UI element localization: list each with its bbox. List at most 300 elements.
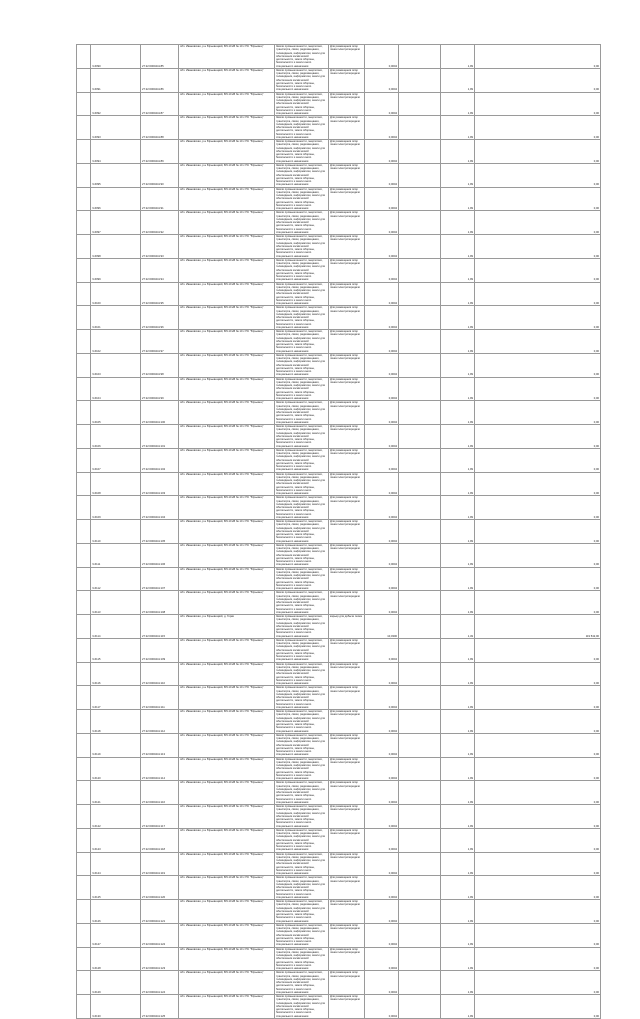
cell-area: 0,0004: [365, 947, 399, 971]
cell-value-1: [399, 472, 441, 496]
cell-empty: [77, 828, 91, 852]
cell-land-category: Земли промышленности, энергетики, транспорта, связи, радиовещания, телевидения, информатики, земли для обеспечения космической деятельности, земли обороны, безопасности и земли иного специального назначения: [275, 353, 329, 377]
cell-address: обл. Ивановская, р-н Юрьевецкий, ВЛ-10 кВ № 10 с ПС "Юрьевец": [179, 567, 275, 591]
cell-land-category: Земли промышленности, энергетики, транспорта, связи, радиовещания, телевидения, информатики, земли для обеспечения космической деятельности, земли обороны, безопасности и земли иного специального назначения: [275, 92, 329, 116]
cell-area: 0,0004: [365, 401, 399, 425]
cell-value-2: 1,99: [441, 258, 475, 282]
cell-area: 0,0004: [365, 971, 399, 995]
cell-permitted-use: Для размещения опор линии электропередачи: [329, 187, 365, 211]
table-row: [77, 448, 601, 472]
cell-value-1: [399, 995, 441, 1019]
cell-number: Ч-6095: [91, 163, 141, 187]
cell-value-1: [399, 900, 441, 924]
cell-value-2: 1,99: [441, 211, 475, 235]
cell-number: Ч-6102: [91, 330, 141, 354]
cell-value-1: [399, 448, 441, 472]
cell-address: обл. Ивановская, р-н Юрьевецкий, ВЛ-10 кВ № 10 с ПС "Юрьевец": [179, 638, 275, 662]
table-row: [77, 781, 601, 805]
cell-value-2: 1,99: [441, 852, 475, 876]
cell-area: 0,0004: [365, 377, 399, 401]
cell-value-1: [399, 971, 441, 995]
cell-cadastral-number: 27:22:0000441:96: [141, 306, 179, 330]
cell-value-2: 1,99: [441, 520, 475, 544]
cell-value-3: 0,00: [475, 781, 601, 805]
cell-number: Ч-6108: [91, 472, 141, 496]
cell-address: обл. Ивановская, р-н Юрьевецкий, ВЛ-10 кВ № 10 с ПС "Юрьевец": [179, 116, 275, 140]
cell-value-3: 0,00: [475, 45, 601, 69]
cell-permitted-use: Для размещения опор линии электропередачи: [329, 472, 365, 496]
cell-value-1: [399, 282, 441, 306]
table-row: [77, 520, 601, 544]
cell-number: Ч-6123: [91, 828, 141, 852]
cell-value-3: 0,00: [475, 92, 601, 116]
cell-land-category: Земли промышленности, энергетики, транспорта, связи, радиовещания, телевидения, информатики, земли для обеспечения космической деятельности, земли обороны, безопасности и земли иного специального назначения: [275, 543, 329, 567]
cell-permitted-use: Для размещения опор линии электропередачи: [329, 401, 365, 425]
cell-value-1: [399, 543, 441, 567]
cell-area: 0,0004: [365, 757, 399, 781]
cell-cadastral-number: 27:22:0000441:101: [141, 425, 179, 449]
cell-value-3: 0,00: [475, 282, 601, 306]
cell-permitted-use: Для размещения опор линии электропередачи: [329, 140, 365, 164]
table-row: [77, 425, 601, 449]
cell-number: Ч-6120: [91, 757, 141, 781]
cell-permitted-use: Для размещения опор линии электропередачи: [329, 710, 365, 734]
cell-value-3: 0,00: [475, 995, 601, 1019]
cell-address: обл. Ивановская, р-н Юрьевецкий, ВЛ-10 кВ № 10 с ПС "Юрьевец": [179, 211, 275, 235]
cell-cadastral-number: 27:22:0000441:92: [141, 211, 179, 235]
cell-value-3: 119 542,00: [475, 615, 601, 639]
cell-value-2: 1,99: [441, 828, 475, 852]
cell-area: 0,0004: [365, 781, 399, 805]
cell-number: Ч-6121: [91, 781, 141, 805]
cell-permitted-use: Для размещения опор линии электропередачи: [329, 211, 365, 235]
cell-value-3: 0,00: [475, 140, 601, 164]
cell-land-category: Земли промышленности, энергетики, транспорта, связи, радиовещания, телевидения, информатики, земли для обеспечения космической деятельности, земли обороны, безопасности и земли иного специального назначения: [275, 900, 329, 924]
cell-permitted-use: Для размещения опор линии электропередачи: [329, 520, 365, 544]
cell-land-category: Земли промышленности, энергетики, транспорта, связи, радиовещания, телевидения, информатики, земли для обеспечения космической деятельности, земли обороны, безопасности и земли иного специального назначения: [275, 733, 329, 757]
table-row: [77, 258, 601, 282]
table-row: [77, 900, 601, 924]
cell-empty: [77, 140, 91, 164]
cell-empty: [77, 591, 91, 615]
cell-value-1: [399, 757, 441, 781]
cell-number: Ч-6112: [91, 567, 141, 591]
cell-value-1: [399, 805, 441, 829]
cell-number: Ч-6111: [91, 543, 141, 567]
cell-value-3: 0,00: [475, 971, 601, 995]
cell-land-category: Земли промышленности, энергетики, транспорта, связи, радиовещания, телевидения, информатики, земли для обеспечения космической деятельности, земли обороны, безопасности и земли иного специального назначения: [275, 971, 329, 995]
cell-cadastral-number: 27:22:0000441:87: [141, 92, 179, 116]
cell-land-category: Земли промышленности, энергетики, транспорта, связи, радиовещания, телевидения, информатики, земли для обеспечения космической деятельности, земли обороны, безопасности и земли иного специального назначения: [275, 330, 329, 354]
cell-value-3: 0,00: [475, 353, 601, 377]
cell-permitted-use: Для размещения опор линии электропередачи: [329, 282, 365, 306]
cell-empty: [77, 282, 91, 306]
cell-number: Ч-6099: [91, 258, 141, 282]
table-row: [77, 615, 601, 639]
cell-value-3: 0,00: [475, 757, 601, 781]
cell-land-category: Земли промышленности, энергетики, транспорта, связи, радиовещания, телевидения, информатики, земли для обеспечения космической деятельности, земли обороны, безопасности и земли иного специального назначения: [275, 567, 329, 591]
cell-permitted-use: Для размещения опор линии электропередачи: [329, 638, 365, 662]
cell-permitted-use: Для размещения опор линии электропередачи: [329, 92, 365, 116]
cell-value-2: 1,99: [441, 163, 475, 187]
cell-value-1: [399, 401, 441, 425]
cell-value-3: 0,00: [475, 591, 601, 615]
cell-cadastral-number: 27:22:0000441:94: [141, 258, 179, 282]
cell-cadastral-number: 27:22:0000441:123: [141, 947, 179, 971]
cell-area: 0,0004: [365, 330, 399, 354]
cell-land-category: Земли промышленности, энергетики, транспорта, связи, радиовещания, телевидения, информатики, земли для обеспечения космической деятельности, земли обороны, безопасности и земли иного специального назначения: [275, 377, 329, 401]
cell-value-1: [399, 425, 441, 449]
cell-land-category: Земли промышленности, энергетики, транспорта, связи, радиовещания, телевидения, информатики, земли для обеспечения космической деятельности, земли обороны, безопасности и земли иного специального назначения: [275, 520, 329, 544]
cell-address: обл. Ивановская, р-н Юрьевецкий, ВЛ-10 кВ № 10 с ПС "Юрьевец": [179, 306, 275, 330]
cell-value-1: [399, 852, 441, 876]
cell-land-category: Земли промышленности, энергетики, транспорта, связи, радиовещания, телевидения, информатики, земли для обеспечения космической деятельности, земли обороны, безопасности и земли иного специального назначения: [275, 496, 329, 520]
cell-number: Ч-6117: [91, 686, 141, 710]
cell-empty: [77, 92, 91, 116]
cell-value-3: 0,00: [475, 710, 601, 734]
cell-area: 0,0004: [365, 211, 399, 235]
table-row: [77, 211, 601, 235]
cell-value-2: 1,99: [441, 401, 475, 425]
table-body: [77, 45, 601, 1019]
cell-permitted-use: Для размещения опор линии электропередачи: [329, 377, 365, 401]
cell-value-2: 1,99: [441, 757, 475, 781]
cell-value-3: 0,00: [475, 900, 601, 924]
cell-cadastral-number: 27:22:0000441:111: [141, 686, 179, 710]
cell-address: обл. Ивановская, р-н Юрьевецкий, ВЛ-10 кВ № 10 с ПС "Юрьевец": [179, 710, 275, 734]
cell-empty: [77, 567, 91, 591]
cell-empty: [77, 543, 91, 567]
cell-area: 0,0004: [365, 282, 399, 306]
cell-value-2: 1,99: [441, 567, 475, 591]
cell-value-1: [399, 638, 441, 662]
cell-value-3: 0,00: [475, 187, 601, 211]
cell-cadastral-number: 27:22:0000441:114: [141, 757, 179, 781]
cell-empty: [77, 923, 91, 947]
cell-address: обл. Ивановская, р-н Юрьевецкий, ВЛ-10 кВ № 10 с ПС "Юрьевец": [179, 92, 275, 116]
cell-permitted-use: Для размещения опор линии электропередачи: [329, 805, 365, 829]
cell-value-2: 1,99: [441, 496, 475, 520]
cell-value-3: 0,00: [475, 852, 601, 876]
cell-area: 0,0004: [365, 876, 399, 900]
cell-cadastral-number: 27:22:0000441:116: [141, 781, 179, 805]
cell-empty: [77, 995, 91, 1019]
cell-land-category: Земли промышленности, энергетики, транспорта, связи, радиовещания, телевидения, информатики, земли для обеспечения космической деятельности, земли обороны, безопасности и земли иного специального назначения: [275, 781, 329, 805]
cell-cadastral-number: 27:22:0000441:95: [141, 282, 179, 306]
cell-area: 10,0300: [365, 615, 399, 639]
cell-address: обл. Ивановская, р-н Юрьевецкий, ВЛ-10 кВ № 10 с ПС "Юрьевец": [179, 353, 275, 377]
cell-value-1: [399, 377, 441, 401]
cell-land-category: Земли промышленности, энергетики, транспорта, связи, радиовещания, телевидения, информатики, земли для обеспечения космической деятельности, земли обороны, безопасности и земли иного специального назначения: [275, 306, 329, 330]
cell-value-2: 1,99: [441, 140, 475, 164]
cell-address: обл. Ивановская, р-н Юрьевецкий, ВЛ-10 кВ № 10 с ПС "Юрьевец": [179, 425, 275, 449]
cell-area: 0,0004: [365, 448, 399, 472]
cell-address: обл. Ивановская, р-н Юрьевецкий, ВЛ-10 кВ № 10 с ПС "Юрьевец": [179, 187, 275, 211]
cell-empty: [77, 900, 91, 924]
table-row: [77, 876, 601, 900]
cell-permitted-use: Для размещения опор линии электропередачи: [329, 686, 365, 710]
cell-cadastral-number: 27:22:0000441:112: [141, 710, 179, 734]
cell-area: 0,0004: [365, 733, 399, 757]
cell-land-category: Земли промышленности, энергетики, транспорта, связи, радиовещания, телевидения, информатики, земли для обеспечения космической деятельности, земли обороны, безопасности и земли иного специального назначения: [275, 638, 329, 662]
cell-value-3: 0,00: [475, 876, 601, 900]
cell-number: Ч-6110: [91, 520, 141, 544]
cell-value-2: 1,99: [441, 306, 475, 330]
cell-empty: [77, 45, 91, 69]
cell-address: обл. Ивановская, р-н Юрьевецкий, ВЛ-10 кВ № 10 с ПС "Юрьевец": [179, 258, 275, 282]
cell-empty: [77, 781, 91, 805]
cell-value-2: 1,99: [441, 472, 475, 496]
cell-value-2: 1,99: [441, 923, 475, 947]
table-row: [77, 235, 601, 259]
cell-value-2: 1,99: [441, 947, 475, 971]
cell-empty: [77, 163, 91, 187]
cell-value-3: 0,00: [475, 330, 601, 354]
cell-value-3: 0,00: [475, 567, 601, 591]
cell-cadastral-number: 27:22:0000441:121: [141, 900, 179, 924]
cell-permitted-use: Для размещения опор линии электропередачи: [329, 781, 365, 805]
cell-land-category: Земли промышленности, энергетики, транспорта, связи, радиовещания, телевидения, информатики, земли для обеспечения космической деятельности, земли обороны, безопасности и земли иного специального назначения: [275, 116, 329, 140]
cell-empty: [77, 377, 91, 401]
cell-permitted-use: Для размещения опор линии электропередачи: [329, 425, 365, 449]
cell-empty: [77, 425, 91, 449]
cell-number: Ч-6101: [91, 306, 141, 330]
cell-address: обл. Ивановская, р-н Юрьевецкий, ВЛ-10 кВ № 10 с ПС "Юрьевец": [179, 45, 275, 69]
table-row: [77, 401, 601, 425]
cell-address: обл. Ивановская, р-н Юрьевецкий, ВЛ-10 кВ № 10 с ПС "Юрьевец": [179, 140, 275, 164]
cell-permitted-use: Для размещения опор линии электропередачи: [329, 995, 365, 1019]
cell-area: 0,0004: [365, 140, 399, 164]
cell-value-3: 0,00: [475, 496, 601, 520]
cell-value-1: [399, 330, 441, 354]
cell-value-2: 1,99: [441, 710, 475, 734]
table-row: [77, 805, 601, 829]
cell-land-category: Земли промышленности, энергетики, транспорта, связи, радиовещания, телевидения, информатики, земли для обеспечения космической деятельности, земли обороны, безопасности и земли иного специального назначения: [275, 876, 329, 900]
cell-empty: [77, 733, 91, 757]
cell-address: обл. Ивановская, р-н Юрьевецкий, ВЛ-10 кВ № 10 с ПС "Юрьевец": [179, 282, 275, 306]
cell-land-category: Земли промышленности, энергетики, транспорта, связи, радиовещания, телевидения, информатики, земли для обеспечения космической деятельности, земли обороны, безопасности и земли иного специального назначения: [275, 258, 329, 282]
cell-permitted-use: Для размещения опор линии электропередачи: [329, 258, 365, 282]
cell-permitted-use: Для размещения опор линии электропередачи: [329, 733, 365, 757]
cell-empty: [77, 68, 91, 92]
cell-number: Ч-6125: [91, 876, 141, 900]
cell-land-category: Земли промышленности, энергетики, транспорта, связи, радиовещания, телевидения, информатики, земли для обеспечения космической деятельности, земли обороны, безопасности и земли иного специального назначения: [275, 472, 329, 496]
cell-address: обл. Ивановская, р-н Юрьевецкий, ВЛ-10 кВ № 10 с ПС "Юрьевец": [179, 876, 275, 900]
cell-cadastral-number: 27:22:0000441:107: [141, 567, 179, 591]
cell-number: Ч-6127: [91, 923, 141, 947]
cell-value-1: [399, 733, 441, 757]
cell-value-2: 1,99: [441, 425, 475, 449]
table-row: [77, 662, 601, 686]
cell-area: 0,0004: [365, 591, 399, 615]
cell-value-1: [399, 615, 441, 639]
cell-land-category: Земли промышленности, энергетики, транспорта, связи, радиовещания, телевидения, информатики, земли для обеспечения космической деятельности, земли обороны, безопасности и земли иного специального назначения: [275, 805, 329, 829]
cell-value-1: [399, 163, 441, 187]
cell-permitted-use: Для размещения опор линии электропередачи: [329, 306, 365, 330]
cell-cadastral-number: 27:22:0000441:122: [141, 923, 179, 947]
cell-land-category: Земли промышленности, энергетики, транспорта, связи, радиовещания, телевидения, информатики, земли для обеспечения космической деятельности, земли обороны, безопасности и земли иного специального назначения: [275, 187, 329, 211]
cell-value-2: 1,99: [441, 187, 475, 211]
cell-value-3: 0,00: [475, 211, 601, 235]
cell-address: обл. Ивановская, р-н Юрьевецкий, ВЛ-10 кВ № 10 с ПС "Юрьевец": [179, 68, 275, 92]
table-row: [77, 45, 601, 69]
cell-value-3: 0,00: [475, 828, 601, 852]
cell-number: Ч-6094: [91, 140, 141, 164]
cell-permitted-use: Для размещения опор линии электропередачи: [329, 543, 365, 567]
cell-empty: [77, 448, 91, 472]
cell-number: Ч-6106: [91, 425, 141, 449]
table-row: [77, 757, 601, 781]
cell-cadastral-number: 27:22:0000441:88: [141, 116, 179, 140]
cell-number: Ч-6109: [91, 496, 141, 520]
cell-area: 0,0004: [365, 496, 399, 520]
table-row: [77, 971, 601, 995]
cell-cadastral-number: 27:22:0000441:104: [141, 496, 179, 520]
cell-empty: [77, 805, 91, 829]
cell-permitted-use: Для размещения опор линии электропередачи: [329, 496, 365, 520]
cell-empty: [77, 757, 91, 781]
cell-cadastral-number: 27:22:0000441:103: [141, 472, 179, 496]
cell-permitted-use: Для размещения опор линии электропередачи: [329, 116, 365, 140]
table-row: [77, 92, 601, 116]
cell-permitted-use: Для размещения опор линии электропередачи: [329, 900, 365, 924]
cell-number: Ч-6092: [91, 92, 141, 116]
cell-empty: [77, 971, 91, 995]
cell-value-1: [399, 781, 441, 805]
cell-cadastral-number: 27:22:0000441:120: [141, 876, 179, 900]
cell-cadastral-number: 27:22:0000441:90: [141, 163, 179, 187]
cell-value-1: [399, 828, 441, 852]
cell-value-3: 0,00: [475, 377, 601, 401]
cell-value-2: 1,99: [441, 662, 475, 686]
cell-cadastral-number: 27:22:0000441:109: [141, 638, 179, 662]
cell-land-category: Земли промышленности, энергетики, транспорта, связи, радиовещания, телевидения, информатики, земли для обеспечения космической деятельности, земли обороны, безопасности и земли иного специального назначения: [275, 615, 329, 639]
cell-area: 0,0004: [365, 805, 399, 829]
cell-address: обл. Ивановская, р-н Юрьевецкий, ВЛ-10 кВ № 10 с ПС "Юрьевец": [179, 686, 275, 710]
cell-permitted-use: Для размещения опор линии электропередачи: [329, 330, 365, 354]
cell-cadastral-number: 27:22:0000441:117: [141, 805, 179, 829]
cell-empty: [77, 472, 91, 496]
cell-value-2: 1,99: [441, 330, 475, 354]
cell-area: 0,0004: [365, 116, 399, 140]
cell-empty: [77, 520, 91, 544]
cell-empty: [77, 211, 91, 235]
cell-area: 0,0004: [365, 567, 399, 591]
cell-value-2: 1,99: [441, 971, 475, 995]
cell-permitted-use: Для размещения опор линии электропередачи: [329, 876, 365, 900]
table-row: [77, 852, 601, 876]
cell-cadastral-number: 27:22:0000441:100: [141, 401, 179, 425]
cell-cadastral-number: 27:22:0000441:105: [141, 520, 179, 544]
cell-land-category: Земли промышленности, энергетики, транспорта, связи, радиовещания, телевидения, информатики, земли для обеспечения космической деятельности, земли обороны, безопасности и земли иного специального назначения: [275, 425, 329, 449]
cell-area: 0,0004: [365, 828, 399, 852]
cell-value-1: [399, 258, 441, 282]
cell-value-2: 1,99: [441, 781, 475, 805]
cell-cadastral-number: 27:22:0000441:97: [141, 330, 179, 354]
cell-land-category: Земли промышленности, энергетики, транспорта, связи, радиовещания, телевидения, информатики, земли для обеспечения космической деятельности, земли обороны, безопасности и земли иного специального назначения: [275, 45, 329, 69]
cell-number: Ч-6114: [91, 615, 141, 639]
cell-value-3: 0,00: [475, 662, 601, 686]
cell-value-1: [399, 923, 441, 947]
cell-number: Ч-6128: [91, 947, 141, 971]
cell-value-1: [399, 520, 441, 544]
cell-value-3: 0,00: [475, 520, 601, 544]
cell-area: 0,0004: [365, 92, 399, 116]
table-row: [77, 330, 601, 354]
cell-value-3: 0,00: [475, 686, 601, 710]
cell-cadastral-number: 27:22:0000441:102: [141, 448, 179, 472]
table-row: [77, 567, 601, 591]
table-row: [77, 591, 601, 615]
cell-value-2: 1,99: [441, 92, 475, 116]
table-row: [77, 923, 601, 947]
cell-number: Ч-6091: [91, 68, 141, 92]
cell-value-2: 1,99: [441, 900, 475, 924]
cell-address: обл. Ивановская, р-н Юрьевецкий, ВЛ-10 кВ № 10 с ПС "Юрьевец": [179, 591, 275, 615]
cell-number: Ч-6090: [91, 45, 141, 69]
cell-value-1: [399, 211, 441, 235]
cell-number: Ч-6130: [91, 995, 141, 1019]
cell-empty: [77, 401, 91, 425]
table-row: [77, 638, 601, 662]
cell-permitted-use: карьер для добычи песка: [329, 615, 365, 639]
cell-address: обл. Ивановская, р-н Юрьевецкий, ВЛ-10 кВ № 10 с ПС "Юрьевец": [179, 377, 275, 401]
cell-value-3: 0,00: [475, 306, 601, 330]
cell-permitted-use: Для размещения опор линии электропередачи: [329, 591, 365, 615]
cell-area: 0,0004: [365, 425, 399, 449]
cell-address: обл. Ивановская, р-н Юрьевецкий, ВЛ-10 кВ № 10 с ПС "Юрьевец": [179, 852, 275, 876]
cell-number: Ч-6116: [91, 662, 141, 686]
cell-land-category: Земли промышленности, энергетики, транспорта, связи, радиовещания, телевидения, информатики, земли для обеспечения космической деятельности, земли обороны, безопасности и земли иного специального назначения: [275, 140, 329, 164]
cell-address: обл. Ивановская, р-н Юрьевецкий, ВЛ-10 кВ № 10 с ПС "Юрьевец": [179, 472, 275, 496]
cell-cadastral-number: 27:22:0000441:115: [141, 615, 179, 639]
cell-value-2: 1,49: [441, 615, 475, 639]
cell-land-category: Земли промышленности, энергетики, транспорта, связи, радиовещания, телевидения, информатики, земли для обеспечения космической деятельности, земли обороны, безопасности и земли иного специального назначения: [275, 686, 329, 710]
table-row: [77, 282, 601, 306]
cell-value-1: [399, 187, 441, 211]
cell-permitted-use: Для размещения опор линии электропередачи: [329, 567, 365, 591]
cell-value-3: 0,00: [475, 68, 601, 92]
cell-empty: [77, 330, 91, 354]
cell-land-category: Земли промышленности, энергетики, транспорта, связи, радиовещания, телевидения, информатики, земли для обеспечения космической деятельности, земли обороны, безопасности и земли иного специального назначения: [275, 448, 329, 472]
cell-area: 0,0004: [365, 353, 399, 377]
table-row: [77, 68, 601, 92]
cell-area: 0,0004: [365, 543, 399, 567]
cell-number: Ч-6107: [91, 448, 141, 472]
cell-cadastral-number: 27:22:0000441:118: [141, 828, 179, 852]
cell-number: Ч-6093: [91, 116, 141, 140]
cell-empty: [77, 710, 91, 734]
cell-value-3: 0,00: [475, 116, 601, 140]
cell-value-3: 0,00: [475, 401, 601, 425]
cell-area: 0,0004: [365, 852, 399, 876]
cell-number: Ч-6126: [91, 900, 141, 924]
cell-land-category: Земли промышленности, энергетики, транспорта, связи, радиовещания, телевидения, информатики, земли для обеспечения космической деятельности, земли обороны, безопасности и земли иного специального назначения: [275, 947, 329, 971]
cell-address: обл. Ивановская, р-н Юрьевецкий, ВЛ-10 кВ № 10 с ПС "Юрьевец": [179, 828, 275, 852]
cell-value-1: [399, 140, 441, 164]
cell-area: 0,0004: [365, 995, 399, 1019]
table-row: [77, 353, 601, 377]
table-row: [77, 995, 601, 1019]
cell-value-2: 1,99: [441, 116, 475, 140]
cell-land-category: Земли промышленности, энергетики, транспорта, связи, радиовещания, телевидения, информатики, земли для обеспечения космической деятельности, земли обороны, безопасности и земли иного специального назначения: [275, 923, 329, 947]
cell-address: обл. Ивановская, р-н Юрьевецкий, ВЛ-10 кВ № 10 с ПС "Юрьевец": [179, 448, 275, 472]
cell-value-3: 0,00: [475, 543, 601, 567]
table-row: [77, 543, 601, 567]
cell-value-2: 1,99: [441, 377, 475, 401]
cell-value-1: [399, 686, 441, 710]
table-row: [77, 163, 601, 187]
